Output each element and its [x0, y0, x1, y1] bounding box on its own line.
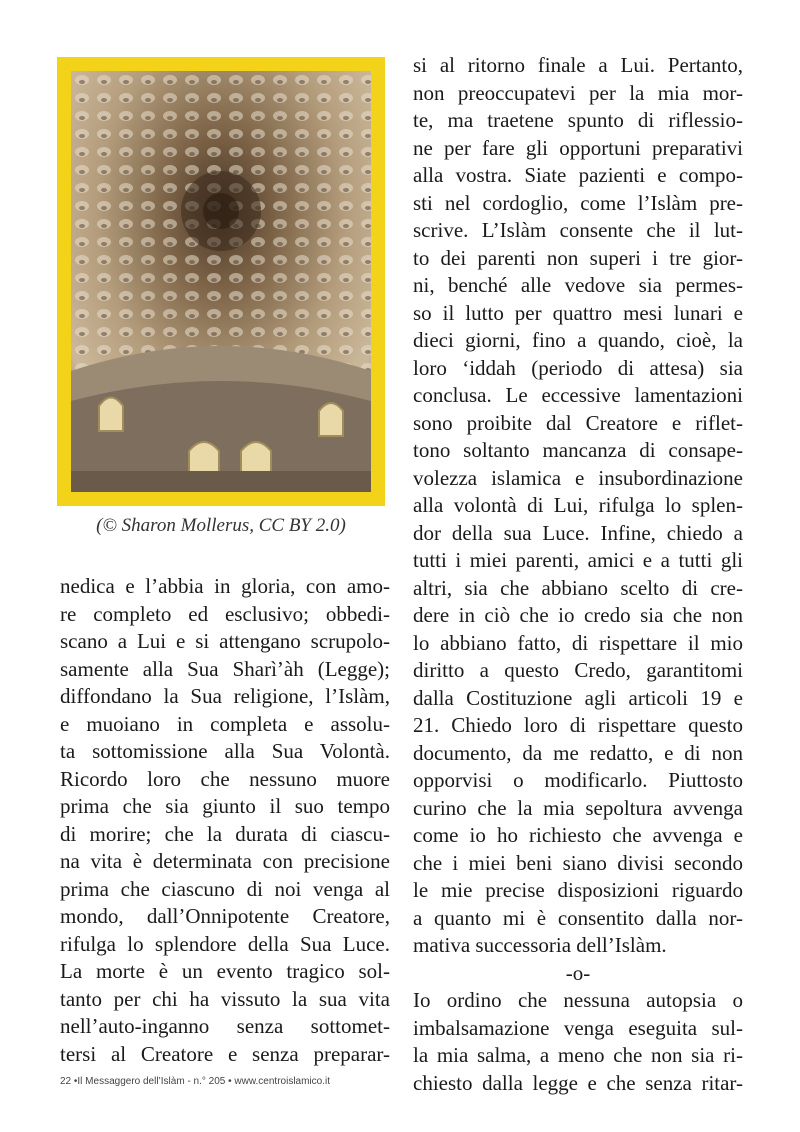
text-line: nedica e l’abbia in gloria, con amo-	[60, 574, 390, 598]
text-line: mativa successoria dell’Islàm.	[413, 933, 667, 957]
text-line: prima che ciascuno di noi venga al	[60, 876, 390, 901]
text-line: sono proibite dal Creatore e riflet-	[413, 410, 743, 435]
text-line: la mia salma, a meno che non sia ri-	[413, 1043, 743, 1067]
text-line: volezza islamica e insubordinazione	[413, 465, 743, 490]
text-line: curino che la mia sepoltura avvenga	[413, 795, 743, 820]
text-line: re completo ed esclusivo; obbedi-	[60, 601, 390, 626]
text-line: a quanto mi è consentito dalla nor-	[413, 905, 743, 930]
text-line: che i miei beni siano divisi secondo	[413, 850, 743, 875]
text-line: dieci giorni, fino a quando, cioè, la	[413, 328, 743, 352]
text-line: imbalsamazione venga eseguita sul-	[413, 1015, 743, 1040]
text-line: chiesto dalla legge e che senza ritar-	[413, 1070, 743, 1095]
text-line: loro ‘iddah (periodo di attesa) sia	[413, 355, 743, 380]
text-line: La morte è un evento tragico sol-	[60, 959, 390, 983]
text-line: le mie precise disposizioni riguardo	[413, 878, 743, 902]
text-line: Ricordo loro che nessuno muore	[60, 766, 390, 791]
text-line: to dei parenti non superi i tre gior-	[413, 245, 743, 270]
text-line: diritto a questo Credo, garantitomi	[413, 658, 743, 682]
text-line: so il lutto per quattro mesi lunari e	[413, 300, 743, 325]
right-column	[413, 52, 743, 1097]
photo-caption: (© Sharon Mollerus, CC BY 2.0)	[96, 515, 346, 536]
text-line: alla volontà di Lui, rifulga lo splen-	[413, 493, 743, 517]
text-line: rifulga lo splendore della Sua Luce.	[60, 931, 390, 956]
photo-frame	[57, 57, 385, 506]
left-column	[60, 573, 390, 1068]
text-line: scano a Lui e si attengano scrupolo-	[60, 629, 390, 653]
text-line: tutti i miei parenti, amici e a tutti gli	[413, 548, 743, 572]
text-line: prima che sia giunto il suo tempo	[60, 794, 390, 818]
text-line: alla vostra. Siate pazienti e compo-	[413, 163, 743, 187]
text-line: dere in ciò che io credo sia che non	[413, 603, 743, 627]
page-footer: 22 •Il Messaggero dell’Islàm - n.° 205 • www.centroislamico.it	[60, 1076, 330, 1087]
text-line: si al ritorno finale a Lui. Pertanto,	[413, 53, 743, 77]
text-line: non preoccupatevi per la mia mor-	[413, 80, 743, 105]
text-line: dalla Costituzione agli articoli 19 e	[413, 685, 743, 710]
text-line: e muoiano in completa e assolu-	[60, 711, 390, 736]
text-line: opporvisi o modificarlo. Piuttosto	[413, 768, 743, 792]
text-line: mondo, dall’Onnipotente Creatore,	[60, 904, 390, 928]
text-line: ni, benché alle vedove sia permes-	[413, 273, 743, 297]
text-line: diffondano la Sua religione, l’Islàm,	[60, 684, 390, 708]
text-line: tono soltanto mancanza di consape-	[413, 438, 743, 462]
text-line: dor della sua Luce. Infine, chiedo a	[413, 520, 743, 545]
text-line: tersi al Creatore e senza preparar-	[60, 1041, 390, 1066]
text-line: ta sottomissione alla Sua Volontà.	[60, 739, 390, 763]
text-line: tanto per chi ha vissuto la sua vita	[60, 986, 390, 1011]
section-separator: -o-	[565, 960, 591, 985]
text-line: documento, da me redatto, e di non	[413, 740, 743, 765]
text-line: conclusa. Le eccessive lamentazioni	[413, 383, 743, 407]
text-line: na vita è determinata con precisione	[60, 849, 390, 873]
text-line: lo abbiano fatto, di rispettare il mio	[413, 630, 743, 655]
text-line: te, ma traetene spunto di riflessio-	[413, 108, 743, 132]
text-line: come io ho richiesto che avvenga e	[413, 823, 743, 847]
text-line: nell’auto-inganno senza sottomet-	[60, 1014, 390, 1038]
text-line: sti nel cordoglio, come l’Islàm pre-	[413, 190, 743, 215]
text-line: altri, sia che abbiano scelto di cre-	[413, 575, 743, 600]
text-line: ne per fare gli opportuni preparativi	[413, 135, 743, 160]
text-line: di morire; che la durata di ciascu-	[60, 821, 390, 846]
text-line: Io ordino che nessuna autopsia o	[413, 988, 743, 1012]
text-line: scrive. L’Islàm consente che il lut-	[413, 218, 743, 242]
text-line: 21. Chiedo loro di rispettare questo	[413, 713, 743, 737]
text-line: samente alla Sua Sharì’àh (Legge);	[60, 656, 390, 681]
muqarnas-dome-photo	[71, 71, 371, 492]
